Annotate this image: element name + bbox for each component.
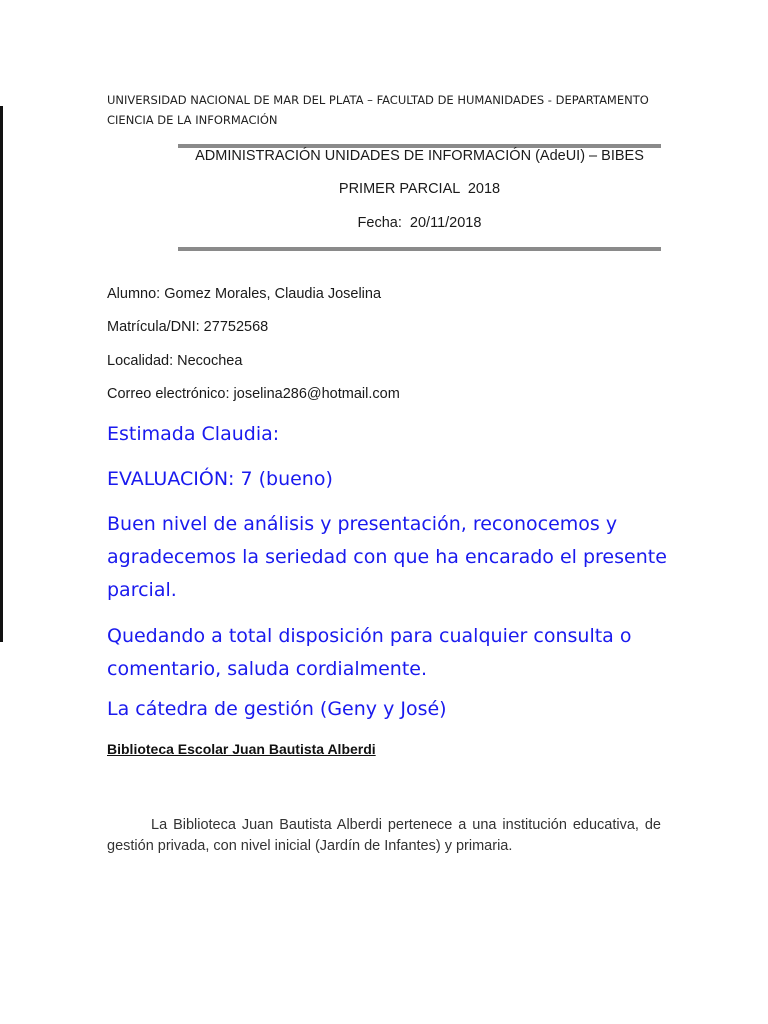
feedback-greeting: Estimada Claudia: — [107, 423, 280, 445]
feedback-grade: EVALUACIÓN: 7 (bueno) — [107, 468, 333, 490]
student-id: Matrícula/DNI: 27752568 — [107, 319, 269, 335]
course-title: ADMINISTRACIÓN UNIDADES DE INFORMACIÓN (AdeUI) – BIBES — [195, 148, 644, 164]
university-header: UNIVERSIDAD NACIONAL DE MAR DEL PLATA – FACULTAD DE HUMANIDADES - DEPARTAMENTO CIENCIA DE LA INFORMACIÓN — [107, 93, 649, 127]
page-left-border — [0, 106, 3, 642]
feedback-comment: Buen nivel de análisis y presentación, reconocemos y agradecemos la seriedad con que ha encarado el presente parcial. — [107, 513, 667, 601]
header-bottom-rule — [178, 247, 661, 251]
student-name: Alumno: Gomez Morales, Claudia Joselina — [107, 286, 382, 302]
exam-title: PRIMER PARCIAL 2018 — [338, 181, 501, 197]
student-email: Correo electrónico: joselina286@hotmail.com — [107, 386, 400, 402]
exam-date: Fecha: 20/11/2018 — [357, 215, 482, 231]
section-paragraph: La Biblioteca Juan Bautista Alberdi pertenece a una institución educativa, de gestión privada, con nivel inicial (Jardín de Infantes) y primaria. — [107, 817, 661, 854]
feedback-closing: Quedando a total disposición para cualquier consulta o comentario, saluda cordialmente. — [107, 625, 632, 680]
section-title: Biblioteca Escolar Juan Bautista Alberdi — [107, 741, 376, 757]
student-locality: Localidad: Necochea — [107, 353, 243, 369]
feedback-signature: La cátedra de gestión (Geny y José) — [107, 698, 447, 720]
